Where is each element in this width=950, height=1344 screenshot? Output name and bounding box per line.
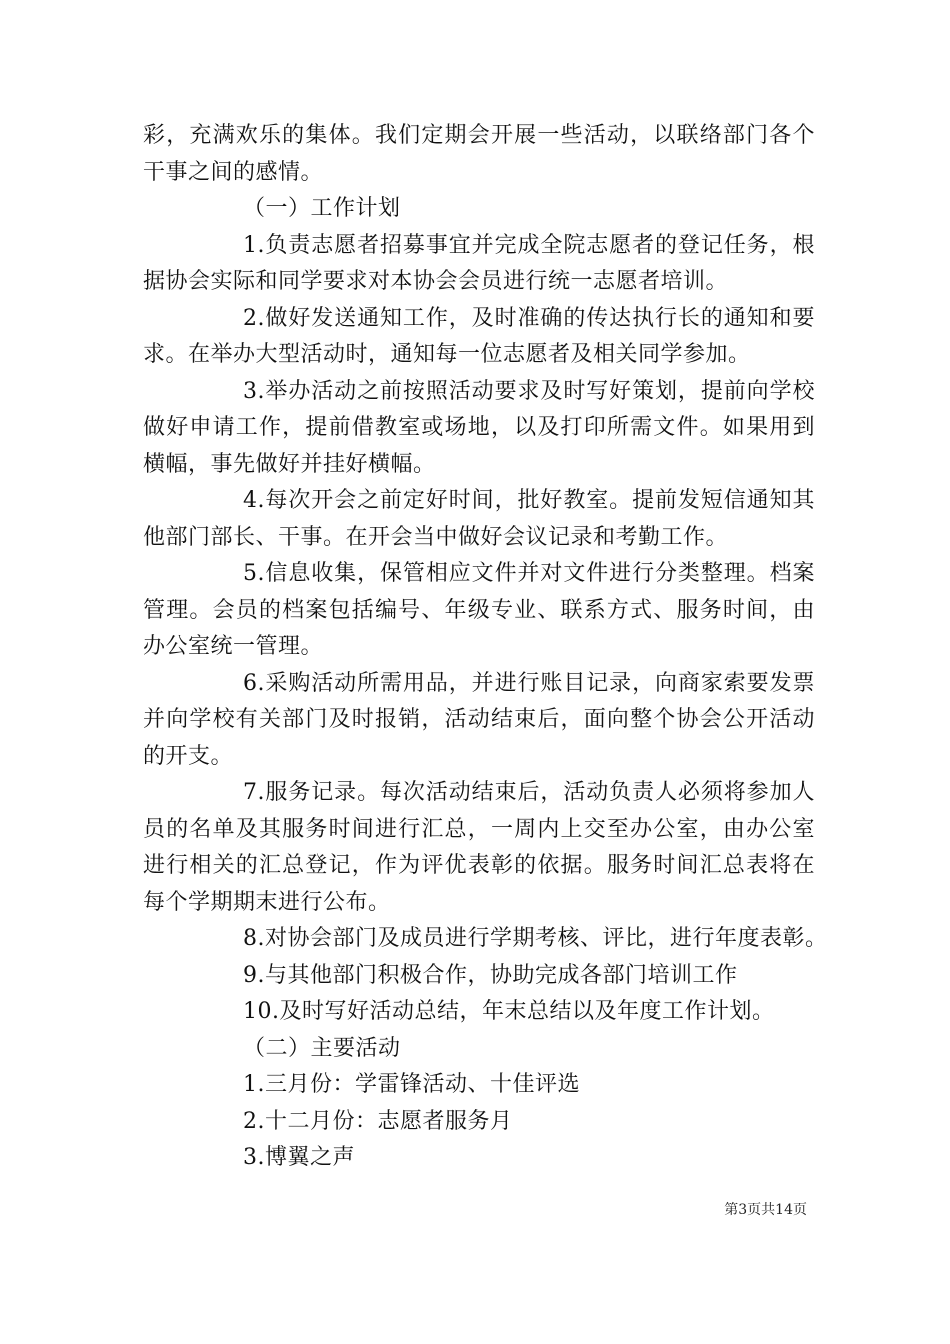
work-plan-item: 1.负责志愿者招募事宜并完成全院志愿者的登记任务，根据协会实际和同学要求对本协会会员进行统一志愿者培训。 xyxy=(143,232,815,294)
document-body xyxy=(143,118,828,1177)
section-heading-work-plan: （一）工作计划 xyxy=(243,196,401,221)
activity-item: 3.博翼之声 xyxy=(243,1145,355,1170)
work-plan-item: 2.做好发送通知工作，及时准确的传达执行长的通知和要求。在举办大型活动时，通知每一位志愿者及相关同学参加。 xyxy=(143,305,815,367)
work-plan-item: 3.举办活动之前按照活动要求及时写好策划，提前向学校做好申请工作，提前借教室或场地，以及打印所需文件。如果用到横幅，事先做好并挂好横幅。 xyxy=(143,378,815,477)
lead-paragraph: 彩，充满欢乐的集体。我们定期会开展一些活动，以联络部门各个干事之间的感情。 xyxy=(143,123,815,185)
work-plan-item: 8.对协会部门及成员进行学期考核、评比，进行年度表彰。 xyxy=(243,926,828,951)
work-plan-item: 4.每次开会之前定好时间，批好教室。提前发短信通知其他部门部长、干事。在开会当中做好会议记录和考勤工作。 xyxy=(143,488,815,550)
activity-item: 2.十二月份：志愿者服务月 xyxy=(243,1108,513,1134)
activity-item: 1.三月份：学雷锋活动、十佳评选 xyxy=(243,1072,580,1097)
work-plan-item: 7.服务记录。每次活动结束后，活动负责人必须将参加人员的名单及其服务时间进行汇总，一周内上交至办公室，由办公室进行相关的汇总登记，作为评优表彰的依据。服务时间汇总表将在每个学期期末进行公布。 xyxy=(143,780,815,915)
section-heading-main-activities: （二）主要活动 xyxy=(243,1035,401,1061)
work-plan-item: 10.及时写好活动总结，年末总结以及年度工作计划。 xyxy=(243,999,775,1024)
page-number-footer: 第3页共14页 xyxy=(724,1202,807,1218)
work-plan-item: 9.与其他部门积极合作，协助完成各部门培训工作 xyxy=(243,962,738,988)
work-plan-item: 5.信息收集，保管相应文件并对文件进行分类整理。档案管理。会员的档案包括编号、年级专业、联系方式、服务时间，由办公室统一管理。 xyxy=(143,561,815,659)
work-plan-item: 6.采购活动所需用品，并进行账目记录，向商家索要发票并向学校有关部门及时报销，活动结束后，面向整个协会公开活动的开支。 xyxy=(143,670,815,769)
